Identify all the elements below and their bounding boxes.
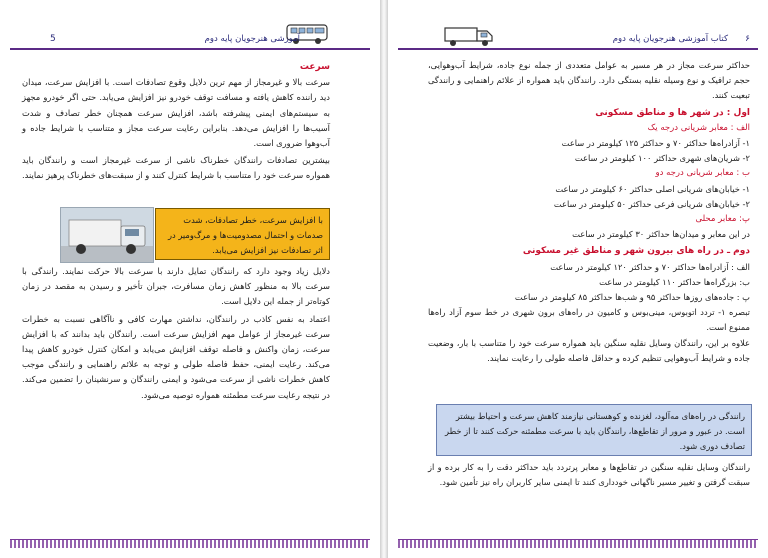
paragraph: دلایل زیاد وجود دارد که رانندگان تمایل دارند با سرعت بالا حرکت نمایند. رانندگی با سرعت بالا به منظور کاهش زمان مسافرت، جبران تأخیر و رسیدن به مقصد در زمان کوتاه‌تر از جمله این دلایل است. [22, 266, 330, 307]
highlight-box: با افزایش سرعت، خطر تصادفات، شدت صدمات و احتمال مصدومیت‌ها و مرگ‌ومیر در اثر تصادفات نیز افزایش می‌یابد. [155, 208, 330, 260]
list-item: پ : جاده‌های روزها حداکثر ۹۵ و شب‌ها حداکثر ۸۵ کیلومتر در ساعت [514, 292, 750, 303]
header-rule [398, 48, 758, 50]
header-rule [10, 48, 370, 50]
paragraph: حداکثر سرعت مجاز در هر مسیر به عوامل متعددی از جمله نوع جاده، شرایط آب‌وهوایی، حجم ترافیک و نوع وسیله نقلیه بستگی دارد. رانندگان باید همواره از علائم راهنمایی و رانندگی تبعیت کنند. [428, 60, 750, 101]
truck-icon [443, 22, 495, 48]
paragraph: بیشترین تصادفات رانندگان خطرناک ناشی از سرعت غیرمجاز است و رانندگان باید همواره سرعت خود را متناسب با شرایط کنترل کنند و از سبقت‌های خطرناک پرهیز نمایند. [22, 155, 330, 181]
truck-photo [60, 207, 154, 263]
book-gutter [380, 0, 388, 558]
right-page [388, 0, 768, 558]
subsection-title: پ: معابر محلی [695, 214, 750, 225]
info-box: رانندگی در راه‌های مه‌آلود، لغزنده و کوهستانی نیازمند کاهش سرعت و احتیاط بیشتر است. در عبور و مرور از تقاطع‌ها، رانندگان باید با سرعت مطمئنه حرکت کنند تا از خطر تصادف دوری شود. [436, 404, 752, 456]
page-number: ۶ [745, 34, 750, 44]
paragraph: سرعت بالا و غیرمجاز از مهم ترین دلایل وقوع تصادفات است. با افزایش سرعت، میدان دید راننده کاهش یافته و مسافت توقف خودرو نیز افزایش می‌یابد. حتی اگر خودرو مجهز به سیستم‌های ایمنی پیشرفته باشد، افزایش سرعت همچنان خطر تصادف و شدت آسیب‌ها را افزایش می‌دهد. بنابراین رعایت سرعت مجاز و متناسب با شرایط جاده و آب‌وهوا ضروری است. [22, 77, 330, 149]
page-header: آموزشی هنرجویان پایه دوم [204, 34, 300, 44]
note: تبصره ۱- تردد اتوبوس، مینی‌بوس و کامیون در راه‌های برون شهری در خط سوم آزاد راه‌ها ممنوع است. [428, 307, 750, 333]
paragraph: اعتماد به نفس کاذب در رانندگان، نداشتن مهارت کافی و ناآگاهی نسبت به خطرات سرعت غیرمجاز از عوامل مهم افزایش سرعت است. رانندگان باید بدانند که با افزایش سرعت، زمان واکنش و فاصله توقف افزایش می‌یابد و امکان کنترل خودرو کاهش پیدا می‌کند. رعایت ایمنی، حفظ فاصله طولی و توجه به علائم راهنمایی و رانندگی موجب کاهش خطرات ناشی از سرعت می‌شود و ایمنی رانندگان و سرنشینان را تضمین می‌کند. در نتیجه رعایت سرعت مطمئنه همواره توصیه می‌شود. [22, 313, 330, 400]
subsection-title: ب : معابر شریانی درجه دو [655, 168, 750, 179]
list-item: ۱- خیابان‌های شریانی اصلی حداکثر ۶۰ کیلومتر در ساعت [555, 183, 750, 194]
list-item: ۱- آزادراه‌ها حداکثر ۷۰ و حداکثر ۱۲۵ کیلومتر در ساعت [561, 138, 750, 149]
list-item: ب: بزرگراه‌ها حداکثر ۱۱۰ کیلومتر در ساعت [599, 276, 750, 287]
subsection-title: الف : معابر شریانی درجه یک [647, 122, 750, 133]
page-number: 5 [50, 34, 56, 44]
left-body [22, 60, 330, 184]
right-body-lower [428, 460, 750, 490]
right-body [428, 58, 750, 366]
section-title: دوم ـ در راه های بیرون شهر و مناطق غیر مسکونی [522, 246, 750, 257]
list-item: در این معابر و میدان‌ها حداکثر ۳۰ کیلومتر در ساعت [572, 229, 750, 240]
paragraph: رانندگان وسایل نقلیه سنگین در تقاطع‌ها و معابر پرتردد باید حداکثر دقت را به کار برده و از سبقت گرفتن و تغییر مسیر ناگهانی خودداری کنند تا ایمنی سایر کاربران راه نیز تأمین شود. [428, 462, 750, 488]
section-title: سرعت [299, 62, 330, 72]
page-header: کتاب آموزشی هنرجویان پایه دوم [612, 34, 728, 44]
left-body-lower [22, 264, 330, 403]
section-title: اول : در شهر ها و مناطق مسکونی [595, 107, 750, 118]
list-item: ۲- شریان‌های شهری حداکثر ۱۰۰ کیلومتر در ساعت [574, 153, 750, 164]
list-item: الف : آزادراه‌ها حداکثر ۷۰ و حداکثر ۱۲۰ کیلومتر در ساعت [550, 261, 750, 272]
footer-band [10, 540, 370, 548]
left-page [0, 0, 380, 558]
truck-icon [61, 208, 153, 262]
paragraph: علاوه بر این، رانندگان وسایل نقلیه سنگین باید همواره سرعت خود را متناسب با بار، وضعیت جاده و شرایط آب‌وهوایی تنظیم کرده و حداقل فاصله طولی را رعایت نمایند. [428, 337, 750, 363]
list-item: ۲- خیابان‌های شریانی فرعی حداکثر ۵۰ کیلومتر در ساعت [553, 198, 750, 209]
footer-band [398, 540, 758, 548]
